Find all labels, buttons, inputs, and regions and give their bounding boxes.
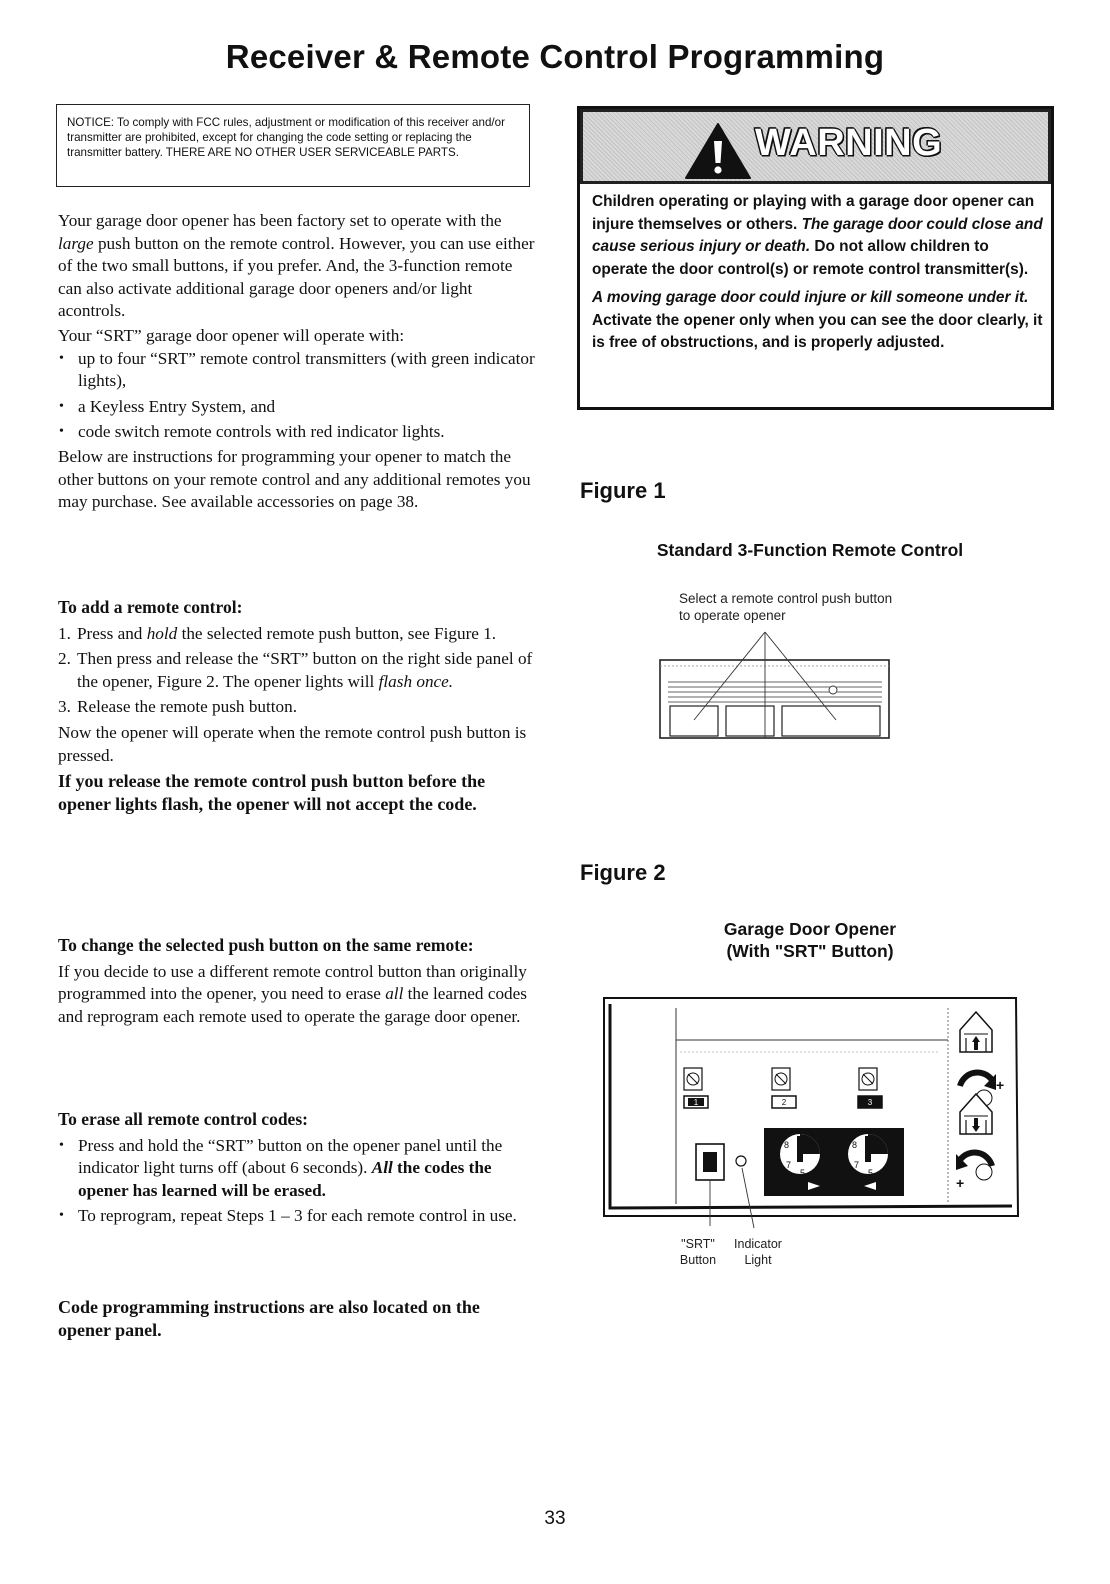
code-switch-1 (684, 1068, 702, 1090)
svg-text:7: 7 (854, 1160, 860, 1170)
warning-title: WARNING (755, 122, 943, 164)
remote-button-small-left (670, 706, 718, 736)
svg-text:7: 7 (786, 1160, 792, 1170)
page-number: 33 (544, 1508, 566, 1529)
remote-button-large (782, 706, 880, 736)
svg-text:5: 5 (868, 1168, 874, 1178)
step-item: 2. Then press and release the “SRT” button on the right side panel of the opener, Figure 2. The opener lights will flash once. (58, 649, 533, 691)
warning-text (592, 191, 1044, 361)
step-item: 1. Press and hold the selected remote push button, see Figure 1. (58, 623, 497, 643)
garage-door-opener-diagram (600, 994, 1020, 1230)
warning-paragraph: Children operating or playing with a garage door opener can injure themselves or others. The garage door could close and cause serious injury or death. Do not allow children to operate the door control(s) or remote control transmitter(s). (592, 193, 1043, 278)
figure-2-caption: Garage Door Opener (With "SRT" Button) (723, 919, 897, 961)
indicator-light (736, 1156, 746, 1166)
release-warning-note: If you release the remote control push button before the opener lights flash, the opener will not accept the code. (58, 771, 486, 815)
code-switch-2 (772, 1068, 790, 1090)
warning-triangle-icon (683, 121, 753, 181)
change-button-section (58, 934, 536, 1028)
intro-srt-line: Your “SRT” garage door opener will operate with: (58, 325, 405, 345)
list-item: • code switch remote controls with red indicator lights. (58, 421, 536, 444)
switch-position-1 (684, 1096, 708, 1108)
list-item: • Press and hold the “SRT” button on the opener panel until the indicator light turns off (about 6 seconds). All the codes the opener has learned will be erased. (58, 1135, 536, 1203)
svg-text:8: 8 (784, 1140, 790, 1150)
svg-text:1: 1 (693, 1098, 699, 1107)
srt-button (696, 1144, 724, 1180)
list-item: • To reprogram, repeat Steps 1 – 3 for each remote control in use. (58, 1205, 536, 1228)
warning-box (577, 106, 1054, 410)
after-steps-text: Now the opener will operate when the remote control push button is pressed. (58, 722, 527, 765)
figure-1-callout: Select a remote control push button to operate opener (679, 591, 893, 623)
list-item: • up to four “SRT” remote control transmitters (with green indicator lights), (58, 348, 536, 393)
intro-section (58, 210, 536, 514)
figure-1-caption: Standard 3-Function Remote Control (656, 540, 964, 560)
figure-2-label: Figure 2 (580, 860, 666, 885)
svg-text:5: 5 (800, 1168, 806, 1178)
svg-text:2: 2 (781, 1098, 787, 1107)
indicator-light-label: Indicator Light (734, 1237, 782, 1267)
remote-button-small-middle (726, 706, 774, 736)
step-item: 3. Release the remote push button. (58, 697, 298, 717)
program-dial-panel (764, 1128, 904, 1196)
erase-heading: To erase all remote control codes: (58, 1109, 308, 1129)
add-remote-heading: To add a remote control: (58, 597, 243, 617)
change-button-text: If you decide to use a different remote control button than originally programmed into the opener, you need to erase all the learned codes and reprogram each remote used to operate the garage door opener. (58, 961, 527, 1026)
svg-text:8: 8 (852, 1140, 858, 1150)
erase-section (58, 1108, 536, 1228)
warning-banner (580, 109, 1051, 184)
remote-control-diagram (650, 630, 900, 742)
svg-text:+: + (956, 1175, 965, 1191)
code-switch-3 (859, 1068, 877, 1090)
change-button-heading: To change the selected push button on the same remote: (58, 935, 474, 955)
closing-note: Code programming instructions are also located on the opener panel. (58, 1297, 480, 1340)
add-remote-section (58, 596, 536, 816)
switch-position-3 (858, 1096, 882, 1108)
intro-paragraph: Your garage door opener has been factory set to operate with the large push button on the remote control. However, you can use either of the two small buttons, if you prefer. And, the 3-function remote can also activate additional garage door openers and/or light acontrols. (58, 211, 535, 321)
srt-button-label: "SRT" Button (679, 1237, 717, 1267)
svg-text:+: + (996, 1077, 1005, 1093)
list-item: • a Keyless Entry System, and (58, 396, 536, 419)
page-title: Receiver & Remote Control Programming (225, 38, 885, 75)
intro-below-paragraph: Below are instructions for programming your opener to match the other buttons on your remote control and any additional remotes you may purchase. See available accessories on page 38. (58, 446, 531, 512)
figure-1-label: Figure 1 (580, 478, 666, 503)
fcc-notice-box: NOTICE: To comply with FCC rules, adjustment or modification of this receiver and/or transmitter are prohibited, except for changing the code setting or replacing the transmitter battery. THERE ARE NO OTHER USER SERVICEABLE PARTS. (56, 104, 530, 187)
warning-paragraph: A moving garage door could injure or kill someone under it. Activate the opener only when you can see the door clearly, it is free of obstructions, and is properly adjusted. (592, 289, 1043, 351)
svg-text:3: 3 (867, 1098, 873, 1107)
switch-position-2 (772, 1096, 796, 1108)
